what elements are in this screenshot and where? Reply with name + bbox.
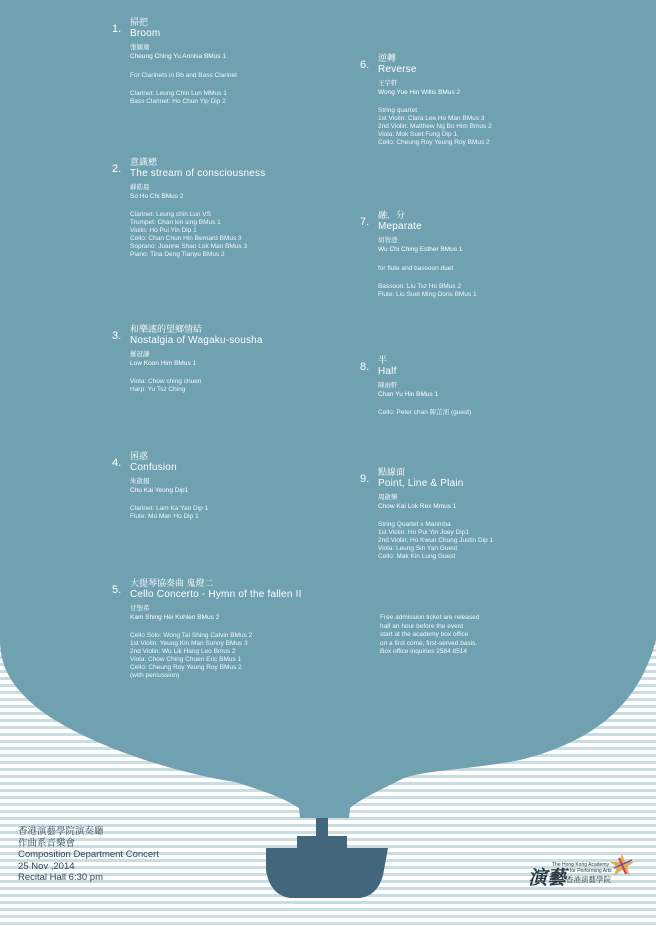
- venue-name-zh: 香港演藝學院演奏廳: [18, 826, 104, 837]
- logo-text-zh: 香港演藝學院: [566, 875, 611, 884]
- performer: Clarinet: Leung chin Lun VS: [130, 211, 211, 218]
- piece-title-zh: 半: [378, 355, 388, 365]
- performer: Trumpet: Chan kin sing BMus 1: [130, 219, 221, 226]
- admission-line: half an hour before the event: [380, 622, 464, 630]
- performer-list: [378, 521, 493, 561]
- piece-title-en: Reverse: [378, 64, 417, 75]
- performer: 1st Violin: Ho Pui Yin Joey Dip1: [378, 529, 469, 536]
- composer-name-zh: 甘聖希: [130, 605, 150, 612]
- piece-title-zh: 掃把: [130, 17, 149, 27]
- admission-line: start at the academy box office: [380, 631, 469, 638]
- admission-line: Box office inquiries 2584 8514: [380, 648, 467, 655]
- performer: Bassoon: Liu Tsz Ho BMus 2: [378, 283, 461, 290]
- piece-title-en: Cello Concerto - Hymn of the fallen II: [130, 589, 302, 600]
- performer: Flute: Liu Suet Ming Doris BMus 1: [378, 291, 477, 298]
- performer-list: [130, 90, 237, 106]
- item-number: 7.: [360, 216, 370, 228]
- performer-list: [130, 505, 208, 521]
- performer: Flute: Mo Man Ho Dip 1: [130, 513, 199, 520]
- concert-footer: [18, 826, 159, 884]
- item-number: 9.: [360, 473, 370, 485]
- composer-name-zh: 張穎瑜: [130, 44, 150, 51]
- performer: String quartet: [378, 107, 418, 114]
- item-number: 6.: [360, 59, 370, 71]
- composer-name-zh: 蘇皓晨: [130, 184, 150, 191]
- item-number: 1.: [112, 23, 122, 35]
- performer: Viola: Chow ching chuen: [130, 378, 202, 385]
- item-number: 8.: [360, 361, 370, 373]
- piece-title-zh: 和樂謠的望鄉情結: [130, 324, 203, 334]
- performer: Cello: Mak Kin Lung Guest: [378, 553, 456, 560]
- composer-name: Chu Kai Yeung Dip1: [130, 487, 189, 494]
- performer: Clarinet: Lam Ka Yan Dip 1: [130, 505, 209, 512]
- performer: Clarinet: Leung Chin Lun MMus 1: [130, 90, 227, 97]
- performer-list: [130, 211, 265, 259]
- concert-venue-time: Recital Hall 6:30 pm: [18, 872, 104, 883]
- background-stripe: [0, 908, 656, 911]
- performer: Cello: Cheung Roy Yeung Roy BMus 2: [378, 139, 490, 146]
- composer-name: Cheung Ching Yu Annisa BMus 1: [130, 53, 227, 60]
- piece-title-en: Broom: [130, 28, 161, 39]
- background-stripe: [0, 901, 656, 904]
- logo-text-en-1: The Hong Kong Academy: [552, 862, 609, 868]
- piece-title-en: Nostalgia of Wagaku-sousha: [130, 335, 263, 346]
- performer: 1st Violin: Clara Lee Ho Man BMus 3: [378, 115, 485, 122]
- composer-name: Kam Shing Hei Kohlen BMus 2: [130, 614, 220, 621]
- piece-title-en: The stream of consciousness: [130, 168, 266, 179]
- piece-title-zh: 點線面: [378, 467, 406, 477]
- performer: (with percussion): [130, 672, 180, 679]
- performer: Cello Solo: Wong Tai Shing Calvin BMus 2: [130, 632, 253, 639]
- composer-name: Wu Chi Ching Esther BMus 1: [378, 246, 463, 253]
- performer-list: [378, 107, 492, 147]
- piece-title-en: Meparate: [378, 221, 422, 232]
- logo-text-en-2: for Performing Arts: [570, 868, 612, 874]
- piece-title-zh: 意識槵: [130, 157, 158, 167]
- performer: Cello: Cheung Roy Yeung Roy BMus 2: [130, 664, 242, 671]
- composer-name-zh: 朱啟揚: [130, 478, 150, 485]
- performer: 2nd Violin: Ho Kwun Chung Justin Dip 1: [378, 537, 494, 544]
- performer-list: [130, 632, 302, 680]
- concert-name-zh: 作曲系音樂會: [18, 837, 76, 849]
- composer-name-zh: 王宇軒: [378, 80, 398, 87]
- performer: Viola: Leung Sin Yan Guest: [378, 545, 458, 552]
- item-number: 4.: [112, 457, 122, 469]
- piece-title-zh: 大提琴協奏曲 鬼燈二: [130, 578, 214, 588]
- performer: Piano: Tina Deng Tianyu BMus 2: [130, 251, 225, 258]
- performer: 2nd Violin: Wu Lik Hang Leo Bmus 2: [130, 648, 236, 655]
- piece-title-zh: 困惑: [130, 451, 149, 461]
- piece-title-en: Confusion: [130, 462, 177, 473]
- composer-name-zh: 陳雨軒: [378, 382, 398, 389]
- instrumentation-note: For Clarinets in Bb and Bass Clarinet: [130, 72, 237, 79]
- performer: Violin: Ho Pui Yin Dip 1: [130, 227, 197, 234]
- performer: Harp: Yu Tsz Ching: [130, 386, 186, 393]
- piece-title-en: Half: [378, 366, 397, 377]
- performer-list: [378, 409, 471, 417]
- concert-date: 25 Nov ,2014: [18, 860, 75, 872]
- instrumentation-note: for flute and bassoon duet: [378, 265, 454, 272]
- hkapa-logo: [526, 850, 638, 898]
- composer-name: Chow Kai Lok Rex Mmus 1: [378, 503, 457, 510]
- admission-line: on a first come, first-served basis.: [380, 639, 478, 647]
- piece-title-zh: 融．分: [378, 210, 406, 220]
- piece-title-zh: 逆轉: [378, 53, 397, 63]
- composer-name: Low Koon Him BMus 1: [130, 360, 197, 367]
- admission-line: Free admission ticket are released: [380, 614, 480, 621]
- composer-name: Wong Yue Hin Willis BMus 2: [378, 89, 461, 96]
- composer-name-zh: 羅冠謙: [130, 351, 150, 358]
- composer-name-zh: 胡智澄: [378, 237, 398, 244]
- performer: Cello: Peter chan 陳芷沺 (guest): [378, 409, 472, 416]
- performer: Soprano: Joanne Shao Lok Man BMus 3: [130, 243, 248, 250]
- performer: Viola: Chow Ching Chuen Eric BMus 1: [130, 656, 242, 663]
- item-number: 2.: [112, 163, 122, 175]
- piece-title-en: Point, Line & Plain: [378, 478, 464, 489]
- composer-name-zh: 周啟樂: [378, 494, 398, 501]
- admission-info: [380, 614, 550, 657]
- performer: 1st Violin: Yeung Kin Man Sunny BMus 3: [130, 640, 248, 647]
- concert-name: Composition Department Concert: [18, 849, 159, 860]
- performer-list: [130, 378, 263, 394]
- background-stripe: [0, 922, 656, 925]
- background-stripe: [0, 915, 656, 918]
- performer-list: [378, 283, 477, 299]
- item-number: 5.: [112, 584, 122, 596]
- item-number: 3.: [112, 330, 122, 342]
- performer: Viola: Mok Suet Fung Dip 1: [378, 131, 458, 138]
- performer: Cello: Chan Chun Hin Bernard BMus 3: [130, 235, 242, 242]
- logo-mark: 演藝: [528, 867, 567, 889]
- composer-name: So Ho Chi BMus 2: [130, 193, 184, 200]
- ship-icon: [266, 818, 388, 898]
- performer: 2nd Violin: Matthew Ng Bo Him Bmus 2: [378, 123, 492, 130]
- composer-name: Chan Yu Hin BMus 1: [378, 391, 439, 398]
- performer: String Quartet x Marimba: [378, 521, 451, 528]
- performer: Bass Clarinet: Ho Chun Yip Dip 2: [130, 98, 226, 105]
- star-icon: [610, 854, 634, 876]
